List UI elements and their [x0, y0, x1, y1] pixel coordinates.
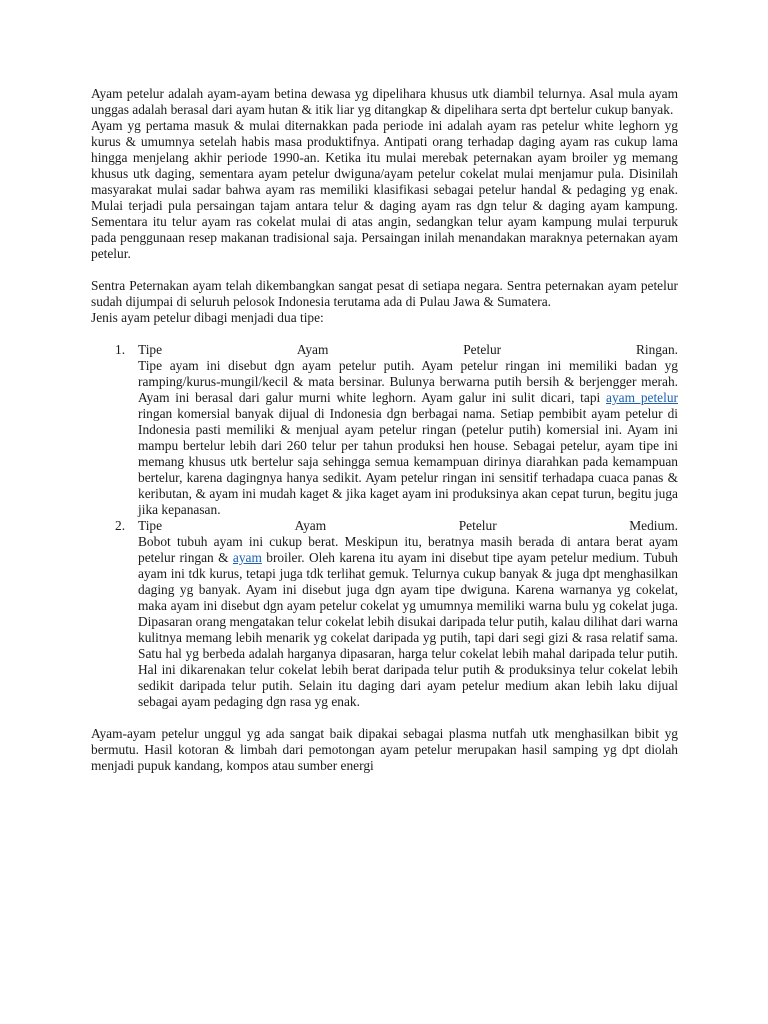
heading-word: Tipe	[138, 342, 163, 357]
heading-word: Ayam	[296, 342, 329, 357]
list-item-type-light	[91, 342, 678, 518]
intro-paragraph-2: Ayam yg pertama masuk & mulai diternakkan pada periode ini adalah ayam ras petelur white leghorn yg kurus & umumnya setelah habis masa produktifnya. Antipati orang terhadap daging ayam ras cukup lama hingga menjelang akhir periode 1990-an. Ketika itu mulai merebak peternakan ayam broiler yg memang khusus utk daging, sementara ayam petelur dwiguna/ayam petelur cokelat mulai menjamur pula. Disinilah masyarakat mulai sadar bahwa ayam ras memiliki klasifikasi sebagai petelur handal & pedaging yg enak. Mulai terjadi pula persaingan tajam antara telur & daging ayam ras dgn telur & daging ayam kampung. Sementara itu telur ayam ras cokelat mulai di atas angin, sedangkan telur ayam kampung mulai terpuruk pada penggunaan resep makanan tradisional saja. Persaingan inilah menandakan maraknya peternakan ayam petelur.	[91, 118, 678, 261]
type-description	[138, 358, 678, 518]
ayam-link[interactable]: ayam	[232, 550, 262, 565]
list-number: 1.	[115, 342, 126, 357]
list-item-type-medium	[91, 518, 678, 710]
heading-word: Petelur	[463, 342, 502, 357]
types-intro: Jenis ayam petelur dibagi menjadi dua tipe:	[91, 310, 324, 325]
intro-paragraph-1: Ayam petelur adalah ayam-ayam betina dewasa yg dipelihara khusus utk diambil telurnya. Asal mula ayam unggas adalah berasal dari ayam hutan & itik liar yg ditangkap & dipelihara serta dpt bertelur cukup banyak.	[91, 86, 678, 117]
description-text: ringan komersial banyak dijual di Indonesia dgn berbagai nama. Setiap pembibit ayam petelur di Indonesia pasti memiliki & menjual ayam petelur ringan (petelur putih) komersial ini. Ayam ini mampu bertelur lebih dari 260 telur per tahun produksi hen house. Sebagai petelur, ayam tipe ini memang khusus utk bertelur saja sehingga semua kemampuan dirinya diarahkan pada kemampuan bertelur, karena dagingnya hanya sedikit. Ayam petelur ringan ini sensitif terhadapa cuaca panas & keributan, & ayam ini mudah kaget & jika kaget ayam ini produksinya akan cepat turun, begitu juga jika kepanasan.	[138, 406, 678, 517]
description-text: broiler. Oleh karena itu ayam ini disebut tipe ayam petelur medium. Tubuh ayam ini tdk kurus, tetapi juga tdk terlihat gemuk. Telurnya cukup banyak & juga dpt menghasilkan daging yg banyak. Ayam ini disebut juga dgn ayam tipe dwiguna. Karena warnanya yg cokelat, maka ayam ini disebut dgn ayam petelur cokelat yg umumnya memiliki warna bulu yg cokelat juga. Dipasaran orang mengatakan telur cokelat lebih disukai daripada telur putih, kalau dilihat dari warna kulitnya memang lebih menarik yg cokelat daripada yg putih, tapi dari segi gizi & rasa relatif sama. Satu hal yg berbeda adalah harganya dipasaran, harga telur cokelat lebih mahal daripada telur putih. Hal ini dikarenakan telur cokelat lebih berat daripada telur putih & produksinya telur cokelat lebih sedikit daripada telur putih. Selain itu daging dari ayam petelur medium akan lebih laku dijual sebagai ayam pedaging dgn rasa yg enak.	[138, 550, 678, 709]
sentra-paragraph: Sentra Peternakan ayam telah dikembangkan sangat pesat di setiapa negara. Sentra peternakan ayam petelur sudah dijumpai di seluruh pelosok Indonesia terutama ada di Pulau Jawa & Sumatera.	[91, 278, 678, 309]
paragraph-spacer	[91, 326, 678, 342]
paragraph-spacer	[91, 262, 678, 278]
description-text: Bobot tubuh ayam ini cukup berat. Meskipun itu, beratnya masih berada di antara berat ayam petelur ringan &	[138, 534, 678, 565]
heading-word: Ringan.	[635, 342, 678, 357]
heading-word: Medium.	[629, 518, 678, 533]
closing-paragraph: Ayam-ayam petelur unggul yg ada sangat baik dipakai sebagai plasma nutfah utk menghasilkan bibit yg bermutu. Hasil kotoran & limbah dari pemotongan ayam petelur merupakan hasil samping yg dpt diolah menjadi pupuk kandang, kompos atau sumber energi	[91, 726, 678, 773]
document-page	[91, 86, 678, 774]
type-heading	[138, 342, 678, 358]
list-number: 2.	[115, 518, 126, 533]
paragraph-spacer	[91, 710, 678, 726]
heading-word: Ayam	[294, 518, 327, 533]
type-heading	[138, 518, 678, 534]
ayam-petelur-link[interactable]: ayam petelur	[606, 390, 678, 405]
chicken-type-list	[91, 342, 678, 710]
type-description	[138, 534, 678, 710]
description-text: Tipe ayam ini disebut dgn ayam petelur putih. Ayam petelur ringan ini memiliki badan yg ramping/kurus-mungil/kecil & mata bersinar. Bulunya berwarna putih bersih & berjengger merah. Ayam ini berasal dari galur murni white leghorn. Ayam galur ini sulit dicari, tapi	[138, 358, 678, 405]
heading-word: Petelur	[458, 518, 497, 533]
heading-word: Tipe	[138, 518, 163, 533]
